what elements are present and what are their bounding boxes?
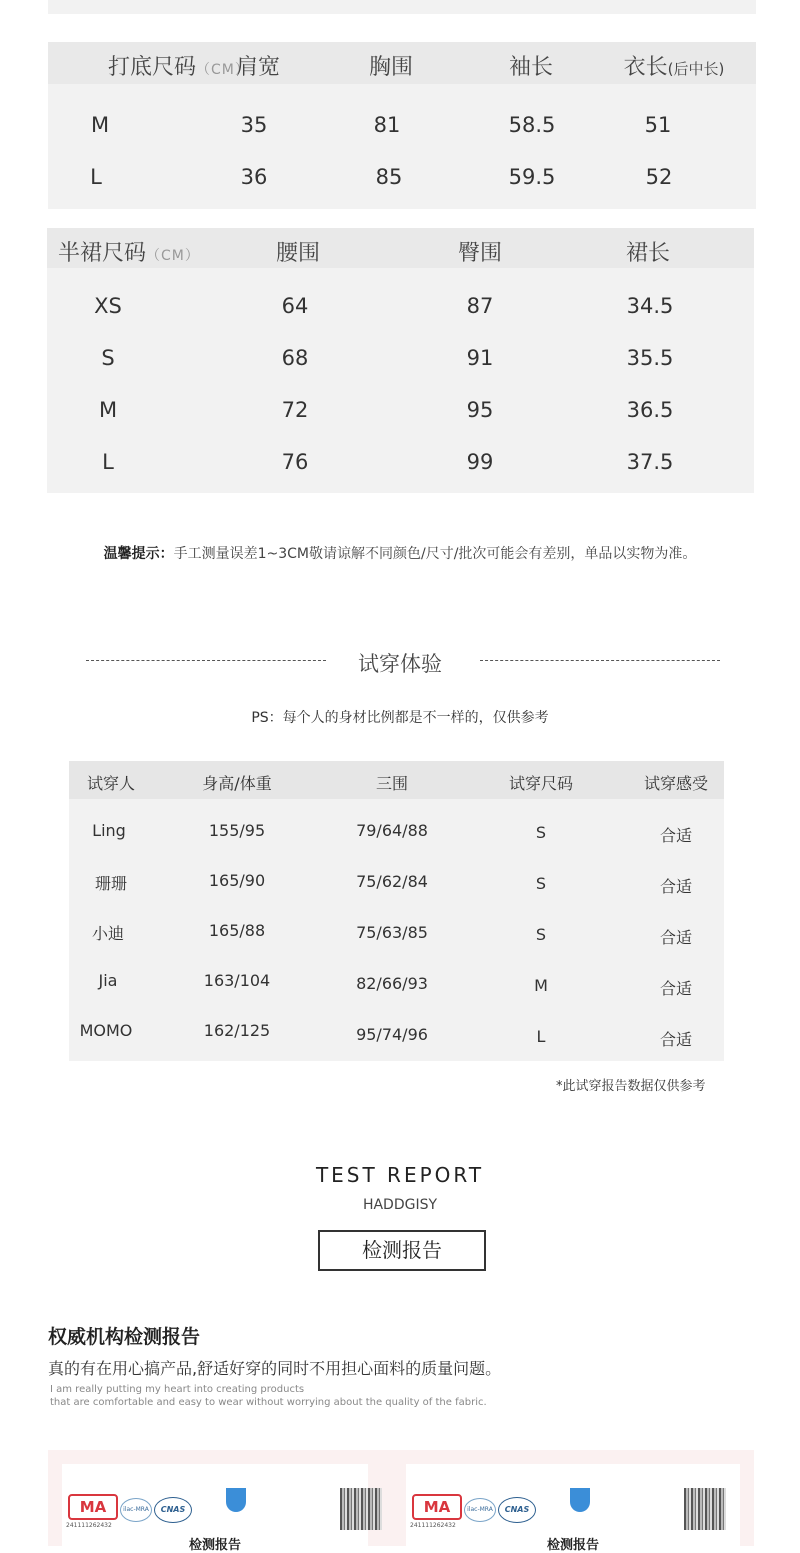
ma-logo-icon: MA [412,1494,462,1520]
tryon-hw: 163/104 [203,971,271,990]
col-chest: 胸围 [368,55,414,80]
base-row-size: L [90,165,102,189]
tryon-feel: 合适 [659,979,693,998]
authority-line: 真的有在用心搞产品,舒适好穿的同时不用担心面料的质量问题。 [48,1359,502,1378]
warm-tip [0,543,800,563]
skirt-row-value: 68 [281,346,309,370]
tryon-size: L [536,1027,546,1046]
col-skirt-length: 裙长 [625,241,671,266]
shield-icon [570,1488,590,1512]
tryon-name: 小迪 [91,924,125,943]
col-tester: 试穿人 [86,774,136,793]
tryon-size: M [534,976,548,995]
tryon-feel: 合适 [659,877,693,896]
skirt-row-value: 72 [281,398,309,422]
col-sleeve: 袖长 [508,55,554,80]
skirt-row-value: 64 [281,294,309,318]
cert-card[interactable] [62,1464,368,1553]
skirt-row-value: 37.5 [626,450,674,474]
cert-caption: 检测报告 [188,1538,241,1553]
tryon-bwh: 82/66/93 [356,974,428,993]
ilac-logo-icon: ilac-MRA [464,1498,496,1522]
skirt-row-value: 99 [466,450,494,474]
cert-card[interactable] [406,1464,740,1553]
warm-tip-label: 温馨提示： [103,546,174,562]
base-row-value: 36 [240,165,268,189]
warm-tip-text: 手工测量误差1~3CM敬请谅解不同颜色/尺寸/批次可能会有差别，单品以实物为准。 [173,546,697,562]
base-row-value: 52 [645,165,673,189]
tryon-table [69,761,724,1061]
skirt-row-size: XS [94,294,122,318]
skirt-row-value: 91 [466,346,494,370]
col-feeling: 试穿感受 [643,774,709,793]
base-row-value: 58.5 [508,113,556,137]
skirt-row-value: 95 [466,398,494,422]
tryon-bwh: 75/63/85 [356,923,428,942]
skirt-row-size: S [101,346,115,370]
cnas-logo-icon: CNAS [498,1497,536,1523]
ilac-logo-icon: ilac-MRA [120,1498,152,1522]
base-row-size: M [90,113,110,137]
ma-number: 241111262432 [66,1522,112,1529]
tryon-hw: 165/88 [208,921,266,940]
cert-caption: 检测报告 [546,1538,599,1553]
base-size-table [48,42,756,209]
qr-code-icon [340,1488,382,1530]
col-measurements: 三围 [375,774,409,793]
divider-right [480,660,720,661]
base-row-value: 85 [375,165,403,189]
length-note: (后中长) [667,60,725,78]
skirt-size-table [47,228,754,493]
tryon-name: 珊珊 [94,874,128,893]
tryon-hw: 155/95 [208,821,266,840]
ma-number: 241111262432 [410,1522,456,1529]
top-strip [48,0,756,14]
tryon-hw: 162/125 [203,1021,271,1040]
tryon-size: S [535,925,547,944]
cert-strip [48,1450,754,1553]
base-size-label: 打底尺码（CM） [108,55,250,80]
skirt-row-value: 36.5 [626,398,674,422]
shield-icon [226,1488,246,1512]
tryon-hw: 165/90 [208,871,266,890]
base-row-value: 51 [644,113,672,137]
tryon-note: *此试穿报告数据仅供参考 [556,1079,706,1094]
base-row-value: 35 [240,113,268,137]
tryon-name: Jia [98,971,118,990]
skirt-size-label: 半裙尺码（CM） [58,241,200,266]
ps-note: PS：每个人的身材比例都是不一样的，仅供参考 [251,710,549,726]
skirt-row-size: M [98,398,118,422]
report-title: TEST REPORT [315,1163,485,1187]
skirt-row-value: 34.5 [626,294,674,318]
tryon-name: Ling [92,821,126,840]
tryon-feel: 合适 [659,826,693,845]
col-waist: 腰围 [275,241,321,266]
tryon-feel: 合适 [659,928,693,947]
cnas-logo-icon: CNAS [154,1497,192,1523]
skirt-row-value: 87 [466,294,494,318]
col-shoulder: 肩宽 [235,55,281,80]
skirt-row-size: L [102,450,114,474]
authority-en-1: I am really putting my heart into creating products [50,1384,305,1395]
ma-logo-icon: MA [68,1494,118,1520]
tryon-bwh: 75/62/84 [356,872,428,891]
unit-label: （CM） [146,248,200,264]
tryon-bwh: 95/74/96 [356,1025,428,1044]
base-row-value: 81 [373,113,401,137]
report-brand: HADDGISY [362,1197,438,1213]
tryon-size: S [535,823,547,842]
tryon-name: MOMO [79,1021,133,1040]
tryon-size: S [535,874,547,893]
authority-en-2: that are comfortable and easy to wear without worrying about the quality of the fabric. [50,1397,487,1408]
base-row-value: 59.5 [508,165,556,189]
tryon-bwh: 79/64/88 [356,821,428,840]
skirt-row-value: 35.5 [626,346,674,370]
skirt-row-value: 76 [281,450,309,474]
unit-label: （CM） [196,62,250,78]
report-button[interactable]: 检测报告 [318,1230,486,1271]
authority-title: 权威机构检测报告 [48,1326,201,1348]
section-title: 试穿体验 [358,652,442,676]
qr-code-icon [684,1488,726,1530]
col-height-weight: 身高/体重 [202,774,272,793]
col-hip: 臀围 [457,241,503,266]
tryon-feel: 合适 [659,1030,693,1049]
col-tried-size: 试穿尺码 [508,774,574,793]
col-length: 衣长(后中长) [623,55,725,80]
